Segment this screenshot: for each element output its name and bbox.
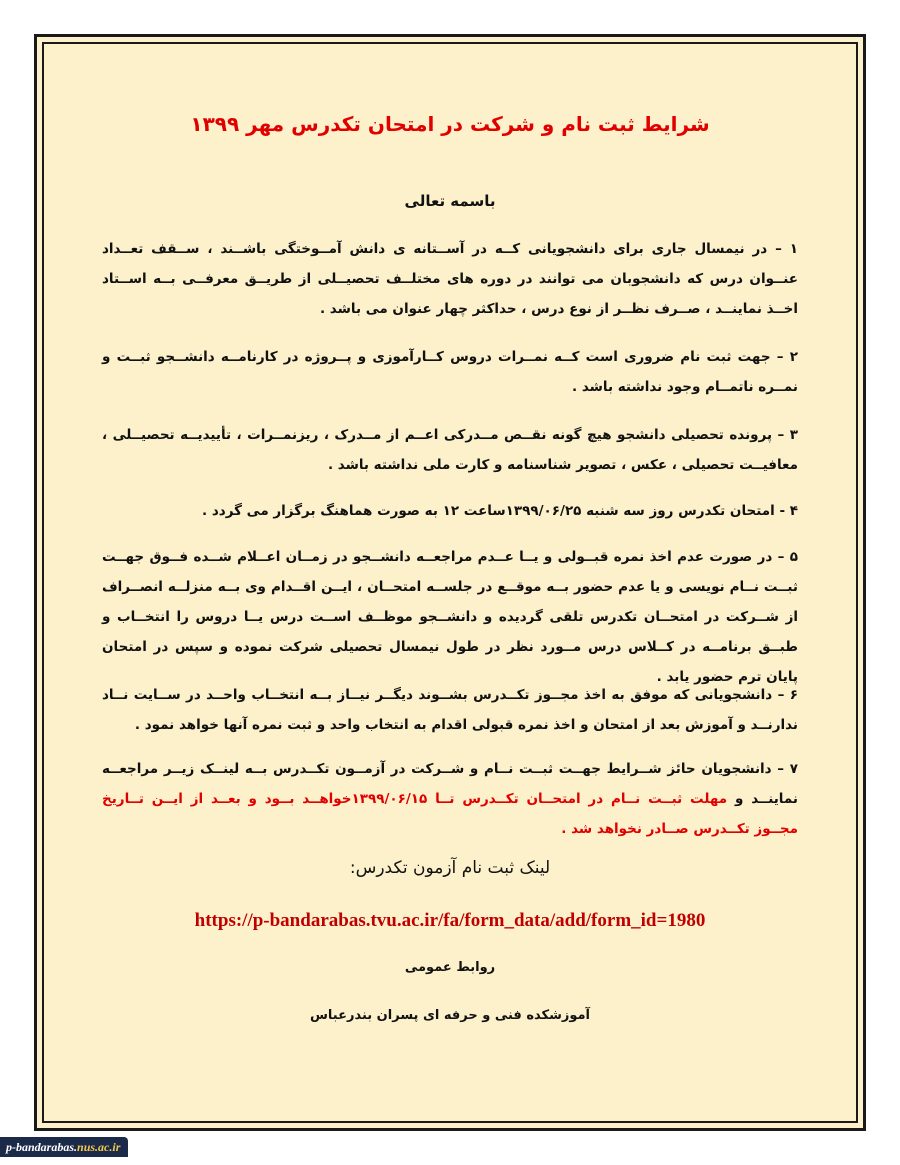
bismillah-heading: باسمه تعالی [404, 192, 496, 210]
public-relations-label: روابط عمومی [404, 960, 496, 975]
paragraph-7 [102, 754, 798, 844]
school-name: آموزشکده فنی و حرفه ای پسران بندرعباس [309, 1008, 591, 1023]
registration-deadline-notice: مهلت ثبــت نــام در امتحــان تکــدرس تــا ۱۳۹۹/۰۶/۱۵خواهــد بــود و بعــد از ایــن تــاریخ مجــوز تکــدرس صــادر نخواهد شد . [102, 791, 798, 837]
registration-link-label: لینک ثبت نام آزمون تکدرس: [349, 858, 551, 878]
watermark-accent: nus.ac.ir [77, 1140, 121, 1154]
paragraph-5: ۵ – در صورت عدم اخذ نمره قبــولی و یــا عــدم مراجعــه دانشــجو در زمــان اعــلام شــده فــوق جهــت ثبــت نــام نویسی و یا عدم حضور بــه موقــع در جلســه امتحــان ، ایــن اقــدام وی بــه منزلــه انصــراف از شــرکت در امتحــان تکدرس تلقی گردیده و دانشــجو موظــف اســت درس یــا دروس را انتخــاب و طبــق برنامــه در کــلاس درس مــورد نظر در طول نیمسال تحصیلی شرکت نموده و سپس در امتحان پایان ترم حضور یابد . [102, 549, 798, 685]
paragraph-7-text: ۷ – دانشجویان حائز شــرایط جهــت ثبــت نــام و شــرکت در آزمــون تکــدرس بــه لینــک زیــر مراجعــه نماینــد و [102, 761, 798, 807]
paragraph-2: ۲ – جهت ثبت نام ضروری است کــه نمــرات دروس کــارآموزی و پــروژه در کارنامــه دانشــجو ثبــت و نمــره ناتمــام وجود نداشته باشد . [102, 349, 798, 395]
registration-link[interactable]: https://p-bandarabas.tvu.ac.ir/fa/form_data/add/form_id=1980 [194, 910, 706, 931]
document-title: شرایط ثبت نام و شرکت در امتحان تکدرس مهر ۱۳۹۹ [190, 112, 710, 136]
paragraph-1: ۱ – در نیمسال جاری برای دانشجویانی کــه در آســتانه ی دانش آمــوختگی باشــند ، ســقف تعــداد عنــوان درس که دانشجوبان می توانند در دوره های مختلــف تحصیــلی از طریــق معرفــی بــه اســتاد اخــذ نماینــد ، صــرف نظــر از نوع درس ، حداکثر چهار عنوان می باشد . [102, 241, 798, 317]
paragraph-4: ۴ - امتحان تکدرس روز سه شنبه ۱۳۹۹/۰۶/۲۵ساعت ۱۲ به صورت هماهنگ برگزار می گردد . [202, 503, 798, 519]
paragraph-3: ۳ – پرونده تحصیلی دانشجو هیچ گونه نقــص مــدرکی اعــم از مــدرک ، ریزنمــرات ، تأییدیــه تحصیــلی ، معافیــت تحصیلی ، عکس ، تصویر شناسنامه و کارت ملی نداشته باشد . [102, 427, 798, 473]
site-watermark [0, 1137, 128, 1157]
paragraph-6: ۶ – دانشجویانی که موفق به اخذ مجــوز تکــدرس بشــوند دیگــر نیــاز بــه انتخــاب واحــد در ســایت نــاد ندارنــد و آموزش بعد از امتحان و اخذ نمره قبولی اقدام به انتخاب واحد و ثبت نمره آنها خواهد نمود . [102, 687, 798, 733]
watermark-main: p-bandarabas. [6, 1140, 78, 1154]
